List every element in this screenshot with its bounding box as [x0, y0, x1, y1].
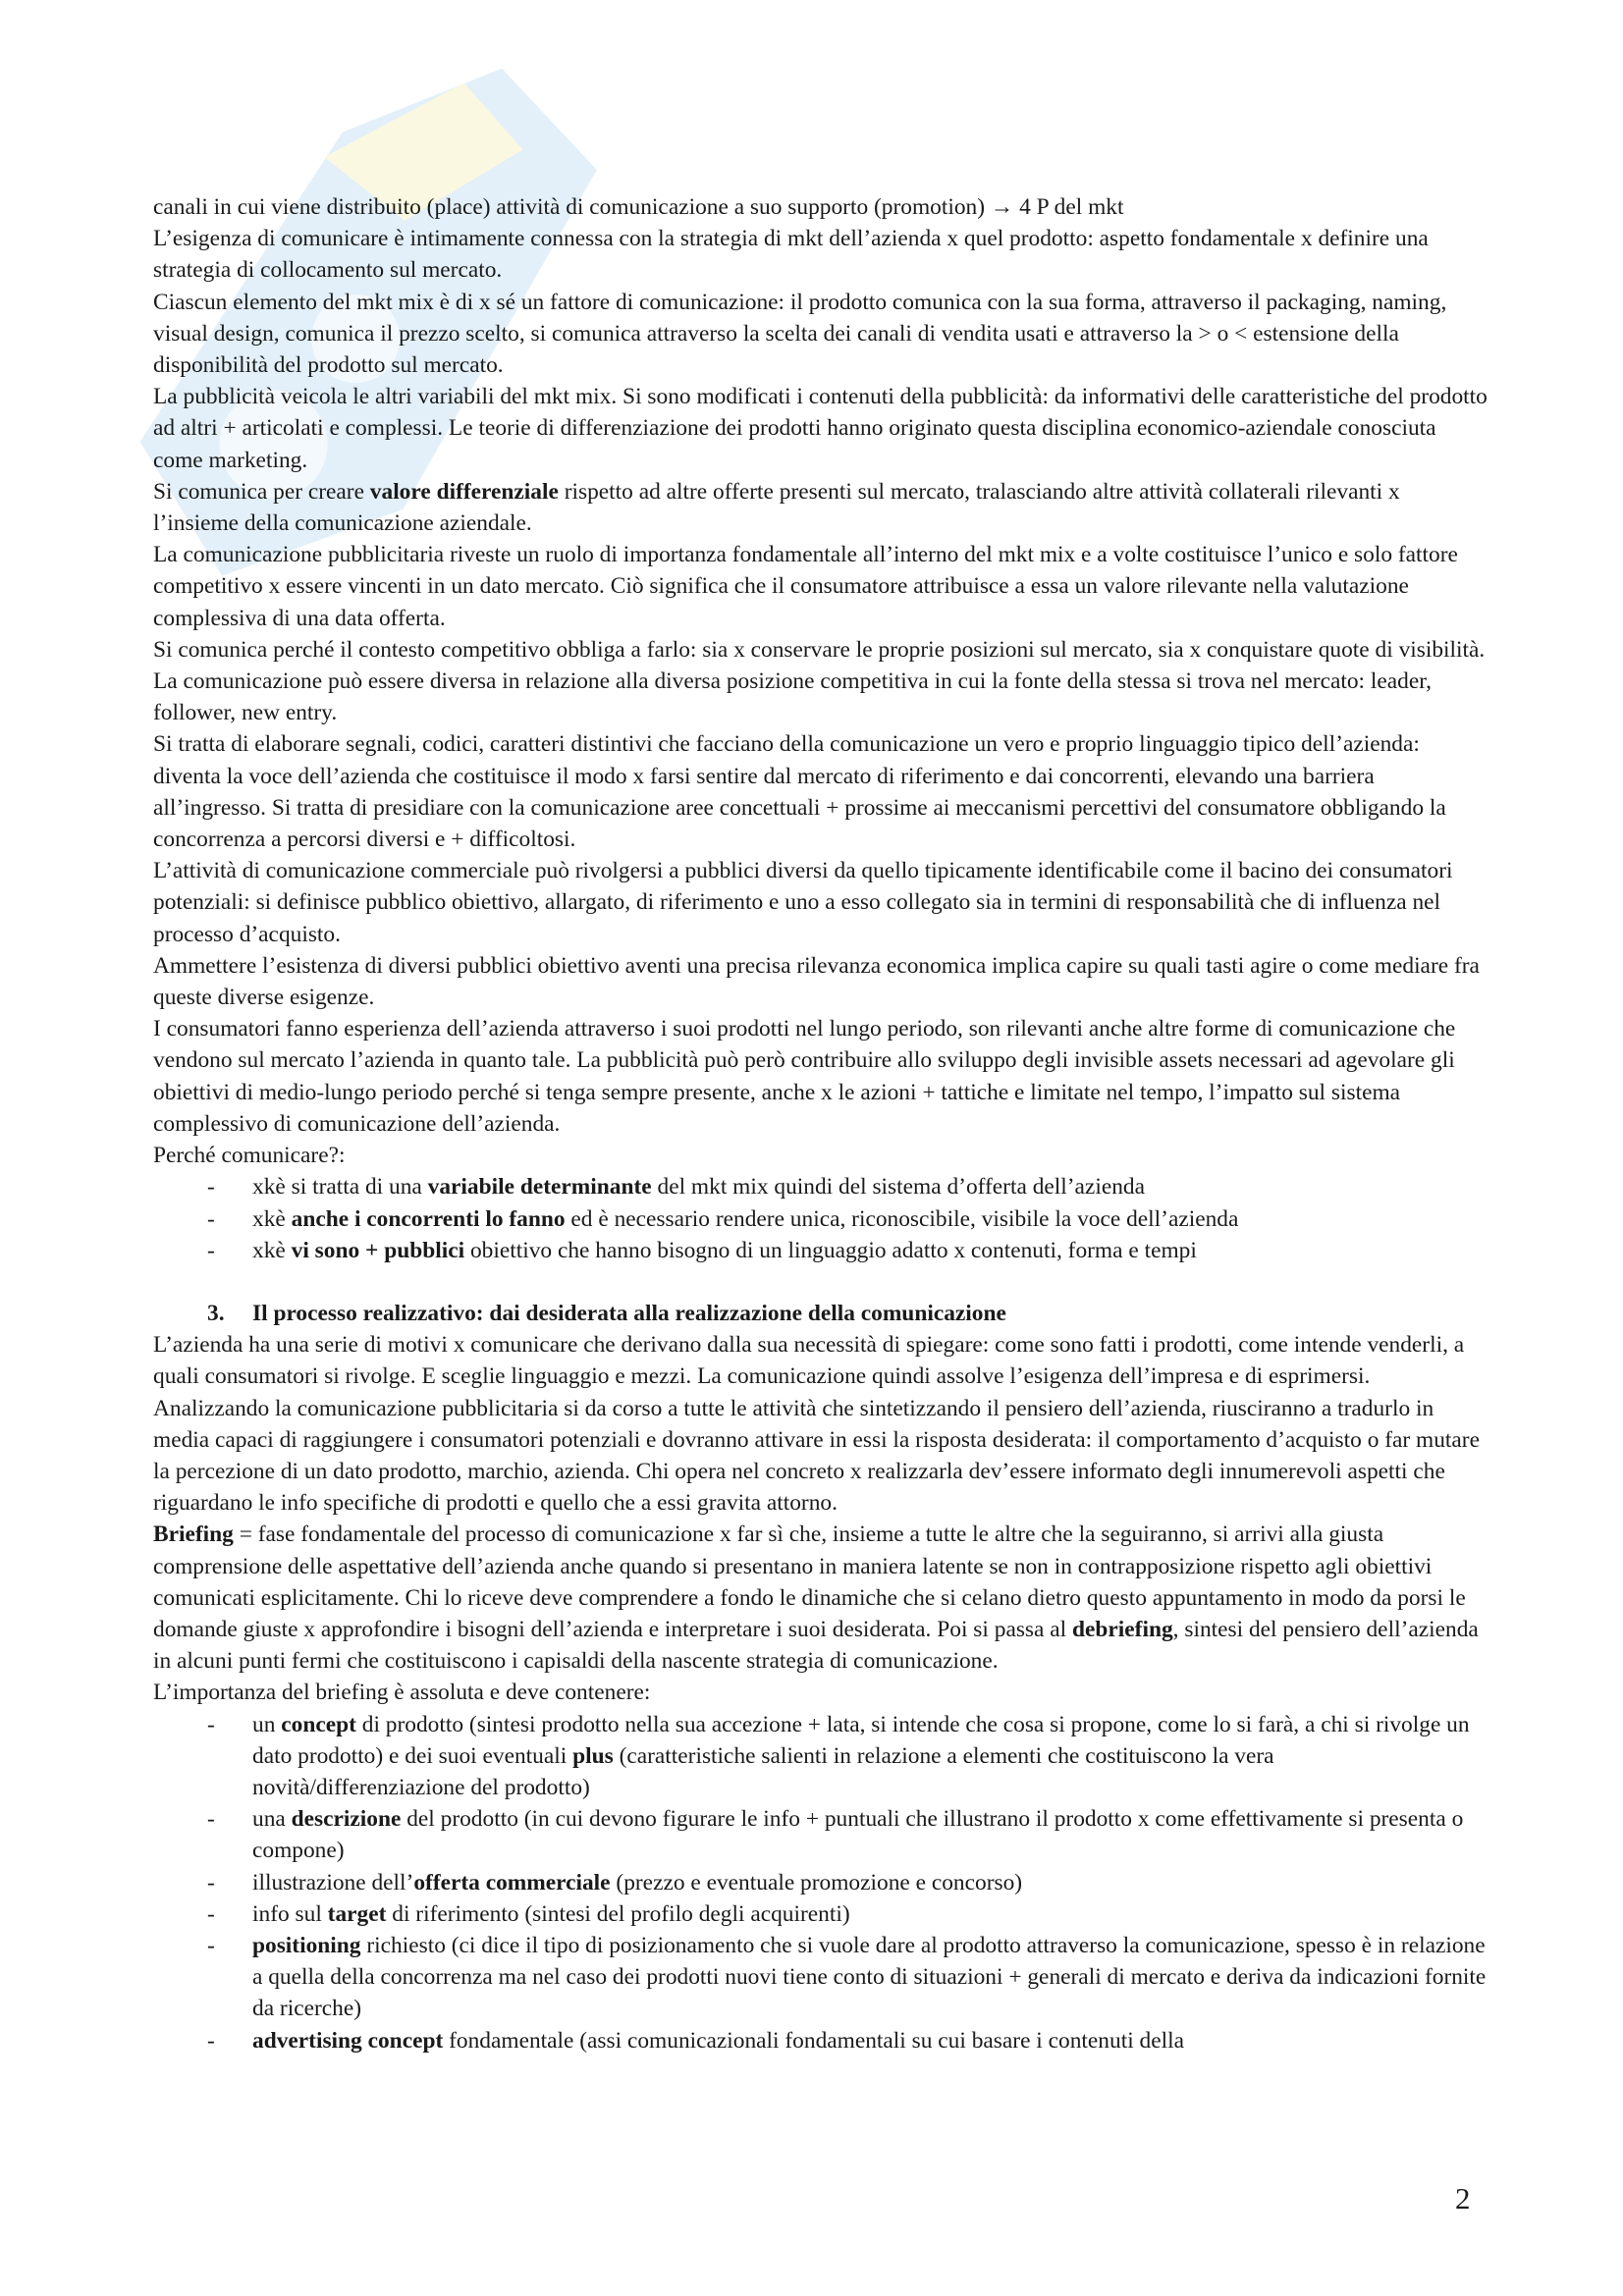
- paragraph: [153, 381, 1488, 476]
- text-run: fondamentale (assi comunicazionali fondamentali su cui basare i contenuti della: [443, 2027, 1184, 2054]
- text-run: illustrazione dell’: [252, 1869, 414, 1896]
- text-run: = fase fondamentale del processo di comunicazione x far sì che, insieme a tutte le altre che la seguiranno, si arrivi alla giusta comprensione delle aspettative dell’azienda anche quando si presentano in maniera latente se non in contrapposizione rispetto agli obiettivi comunicati esplicitamente. Chi lo riceve deve comprendere a fondo le dinamiche che si celano dietro questo appuntamento in modo da porsi le domande giuste x approfondire i bisogni dell’azienda e interpretare i suoi desiderata. Poi si passa al: [153, 1522, 1466, 1642]
- bullet-dash-icon: -: [207, 1237, 215, 1263]
- bullet-dash-icon: -: [207, 2027, 215, 2054]
- paragraph: [153, 950, 1488, 1013]
- bullet-dash-icon: -: [207, 1174, 215, 1201]
- list-item: [153, 1709, 1488, 1804]
- text-run: Analizzando la comunicazione pubblicitaria si da corso a tutte le attività che sintetizzando il pensiero dell’azienda, riusciranno a tradurlo in media capaci di raggiungere i consumatori potenziali e dovranno attivare in essi la risposta desiderata: il comportamento d’acquisto o far mutare la percezione di un dato prodotto, marchio, azienda. Chi opera nel concreto x realizzarla dev’essere informato degli innumerevoli aspetti che riguardano le info specifiche di prodotti e quello che a essi gravita attorno.: [153, 1395, 1480, 1517]
- text-run: Ciascun elemento del mkt mix è di x sé un fattore di comunicazione: il prodotto comunica con la sua forma, attraverso il packaging, naming, visual design, comunica il prezzo scelto, si comunica attraverso la scelta dei canali di vendita usati e attraverso la > o < estensione della disponibilità del prodotto sul mercato.: [153, 289, 1447, 379]
- text-run: del prodotto (in cui devono figurare le info + puntuali che illustrano il prodotto x come effettivamente si presenta o compone): [252, 1806, 1464, 1864]
- bullet-dash-icon: -: [207, 1205, 215, 1232]
- text-run: un: [252, 1711, 282, 1737]
- list-item: [153, 1930, 1488, 2025]
- paragraph: [153, 476, 1488, 539]
- text-run: I consumatori fanno esperienza dell’azienda attraverso i suoi prodotti nel lungo periodo, son rilevanti anche altre forme di comunicazione che vendono sul mercato l’azienda in quanto tale. La pubblicità può però contribuire allo sviluppo degli invisible assets necessari ad agevolare gli obiettivi di medio-lungo periodo perché si tenga sempre presente, anche x le azioni + tattiche e limitate nel tempo, l’impatto sul sistema complessivo di comunicazione dell’azienda.: [153, 1016, 1456, 1137]
- bold-term: descrizione: [291, 1806, 402, 1833]
- paragraph: [153, 223, 1488, 286]
- list-item: [153, 2025, 1488, 2056]
- paragraph: [153, 1140, 1488, 1171]
- paragraph: [153, 191, 1488, 223]
- list-item: [153, 1203, 1488, 1235]
- text-run: rispetto ad altre offerte presenti sul mercato, tralasciando altre attività collaterali rilevanti x l’insieme della comunicazione aziendale.: [153, 478, 1400, 537]
- list-item: [153, 1235, 1488, 1266]
- text-run: obiettivo che hanno bisogno di un linguaggio adatto x contenuti, forma e tempi: [464, 1237, 1197, 1263]
- paragraph: [153, 539, 1488, 634]
- bold-term: Il processo realizzativo: dai desiderata alla realizzazione della comunicazione: [252, 1300, 1006, 1326]
- paragraph: [153, 1519, 1488, 1677]
- bold-term: Briefing: [153, 1522, 234, 1548]
- text-run: di riferimento (sintesi del profilo degli acquirenti): [386, 1900, 850, 1927]
- text-run: Si comunica perché il contesto competitivo obbliga a farlo: sia x conservare le proprie posizioni sul mercato, sia x conquistare quote di visibilità. La comunicazione può essere diversa in relazione alla diversa posizione competitiva in cui la fonte della stessa si trova nel mercato: leader, follower, new entry.: [153, 636, 1486, 726]
- text-run: di prodotto (sintesi prodotto nella sua accezione + lata, si intende che cosa si propone, come lo si farà, a chi si rivolge un dato prodotto) e dei suoi eventuali: [252, 1711, 1470, 1769]
- text-run: , sintesi del pensiero dell’azienda in alcuni punti fermi che costituiscono i capisaldi della nascente strategia di comunicazione.: [153, 1616, 1479, 1675]
- bullet-dash-icon: -: [207, 1806, 215, 1833]
- bold-term: advertising concept: [252, 2027, 444, 2054]
- bullet-dash-icon: -: [207, 1711, 215, 1737]
- bold-term: vi sono + pubblici: [291, 1237, 465, 1263]
- paragraph: [153, 855, 1488, 950]
- page-number: 2: [1455, 2181, 1471, 2216]
- text-run: richiesto (ci dice il tipo di posizionamento che si vuole dare al prodotto attraverso la comunicazione, spesso è in relazione a quella della concorrenza ma nel caso dei prodotti nuovi tiene conto di situazioni + generali di mercato e deriva da indicazioni fornite da ricerche): [252, 1932, 1487, 2022]
- text-run: L’esigenza di comunicare è intimamente connessa con la strategia di mkt dell’azienda x quel prodotto: aspetto fondamentale x definire una strategia di collocamento sul mercato.: [153, 226, 1429, 284]
- paragraph: [153, 1393, 1488, 1520]
- bullet-dash-icon: -: [207, 1869, 215, 1896]
- text-run: una: [252, 1806, 292, 1833]
- bold-term: valore differenziale: [369, 478, 559, 505]
- text-run: Si tratta di elaborare segnali, codici, caratteri distintivi che facciano della comunicazione un vero e proprio linguaggio tipico dell’azienda: diventa la voce dell’azienda che costituisce il modo x farsi sentire dal mercato di riferimento e dai concorrenti, elevando una barriera all’ingresso. Si tratta di presidiare con la comunicazione aree concettuali + prossime ai meccanismi percettivi del consumatore obbligando la concorrenza a percorsi diversi e + difficoltosi.: [153, 731, 1446, 853]
- bold-term: plus: [572, 1742, 614, 1769]
- list-item: [153, 1898, 1488, 1930]
- text-run: Si comunica per creare: [153, 478, 370, 505]
- text-run: 4 P del mkt: [1013, 194, 1124, 220]
- list-item: [153, 1867, 1488, 1898]
- text-run: Ammettere l’esistenza di diversi pubblici obiettivo aventi una precisa rilevanza economica implica capire su quali tasti agire o come mediare fra queste diverse esigenze.: [153, 952, 1480, 1011]
- section-number: 3.: [207, 1300, 225, 1326]
- document-body: [153, 191, 1488, 2056]
- bullet-dash-icon: -: [207, 1932, 215, 1958]
- text-run: xkè: [252, 1205, 292, 1232]
- section-heading: [153, 1298, 1488, 1329]
- text-run: La comunicazione pubblicitaria riveste un ruolo di importanza fondamentale all’interno del mkt mix e a volte costituisce l’unico e solo fattore competitivo x essere vincenti in un dato mercato. Ciò significa che il consumatore attribuisce a essa un valore rilevante nella valutazione complessiva di una data offerta.: [153, 542, 1458, 631]
- bullet-dash-icon: -: [207, 1900, 215, 1927]
- paragraph: [153, 1329, 1488, 1392]
- list-item: [153, 1803, 1488, 1866]
- paragraph: [153, 1013, 1488, 1140]
- bold-term: positioning: [252, 1932, 361, 1958]
- paragraph: [153, 287, 1488, 382]
- text-run: L’azienda ha una serie di motivi x comunicare che derivano dalla sua necessità di spiegare: come sono fatti i prodotti, come intende venderli, a quali consumatori si rivolge. E sceglie linguaggio e mezzi. La comunicazione quindi assolve l’esigenza dell’impresa e di esprimersi.: [153, 1332, 1465, 1390]
- bold-term: variabile determinante: [427, 1174, 652, 1201]
- paragraph: [153, 634, 1488, 729]
- arrow-right-icon: →: [990, 194, 1014, 220]
- bold-term: concept: [281, 1711, 356, 1737]
- text-run: (prezzo e eventuale promozione e concorso): [610, 1869, 1023, 1896]
- text-run: xkè: [252, 1237, 292, 1263]
- text-run: del mkt mix quindi del sistema d’offerta dell’azienda: [651, 1174, 1145, 1201]
- text-run: L’importanza del briefing è assoluta e deve contenere:: [153, 1680, 651, 1706]
- text-run: L’attività di comunicazione commerciale può rivolgersi a pubblici diversi da quello tipicamente identificabile come il bacino dei consumatori potenziali: si definisce pubblico obiettivo, allargato, di riferimento e uno a esso collegato sia in termini di responsabilità che di influenza nel processo d’acquisto.: [153, 858, 1453, 947]
- text-run: Perché comunicare?:: [153, 1143, 346, 1169]
- paragraph: [153, 1677, 1488, 1708]
- text-run: xkè si tratta di una: [252, 1174, 428, 1201]
- text-run: canali in cui viene distribuito (place) attività di comunicazione a suo supporto (promotion): [153, 194, 991, 220]
- paragraph: [153, 728, 1488, 855]
- text-run: ed è necessario rendere unica, riconoscibile, visibile la voce dell’azienda: [565, 1205, 1239, 1232]
- bold-term: debriefing: [1072, 1616, 1173, 1642]
- text-run: La pubblicità veicola le altri variabili del mkt mix. Si sono modificati i contenuti della pubblicità: da informativi delle caratteristiche del prodotto ad altri + articolati e complessi. Le teorie di differenziazione dei prodotti hanno originato questa disciplina economico-aziendale conosciuta come marketing.: [153, 384, 1488, 473]
- bold-term: target: [327, 1900, 387, 1927]
- text-run: info sul: [252, 1900, 328, 1927]
- bold-term: offerta commerciale: [413, 1869, 611, 1896]
- list-item: [153, 1171, 1488, 1202]
- text-run: (caratteristiche salienti in relazione a elementi che costituiscono la vera novità/differenziazione del prodotto): [252, 1742, 1274, 1800]
- bold-term: anche i concorrenti lo fanno: [291, 1205, 566, 1232]
